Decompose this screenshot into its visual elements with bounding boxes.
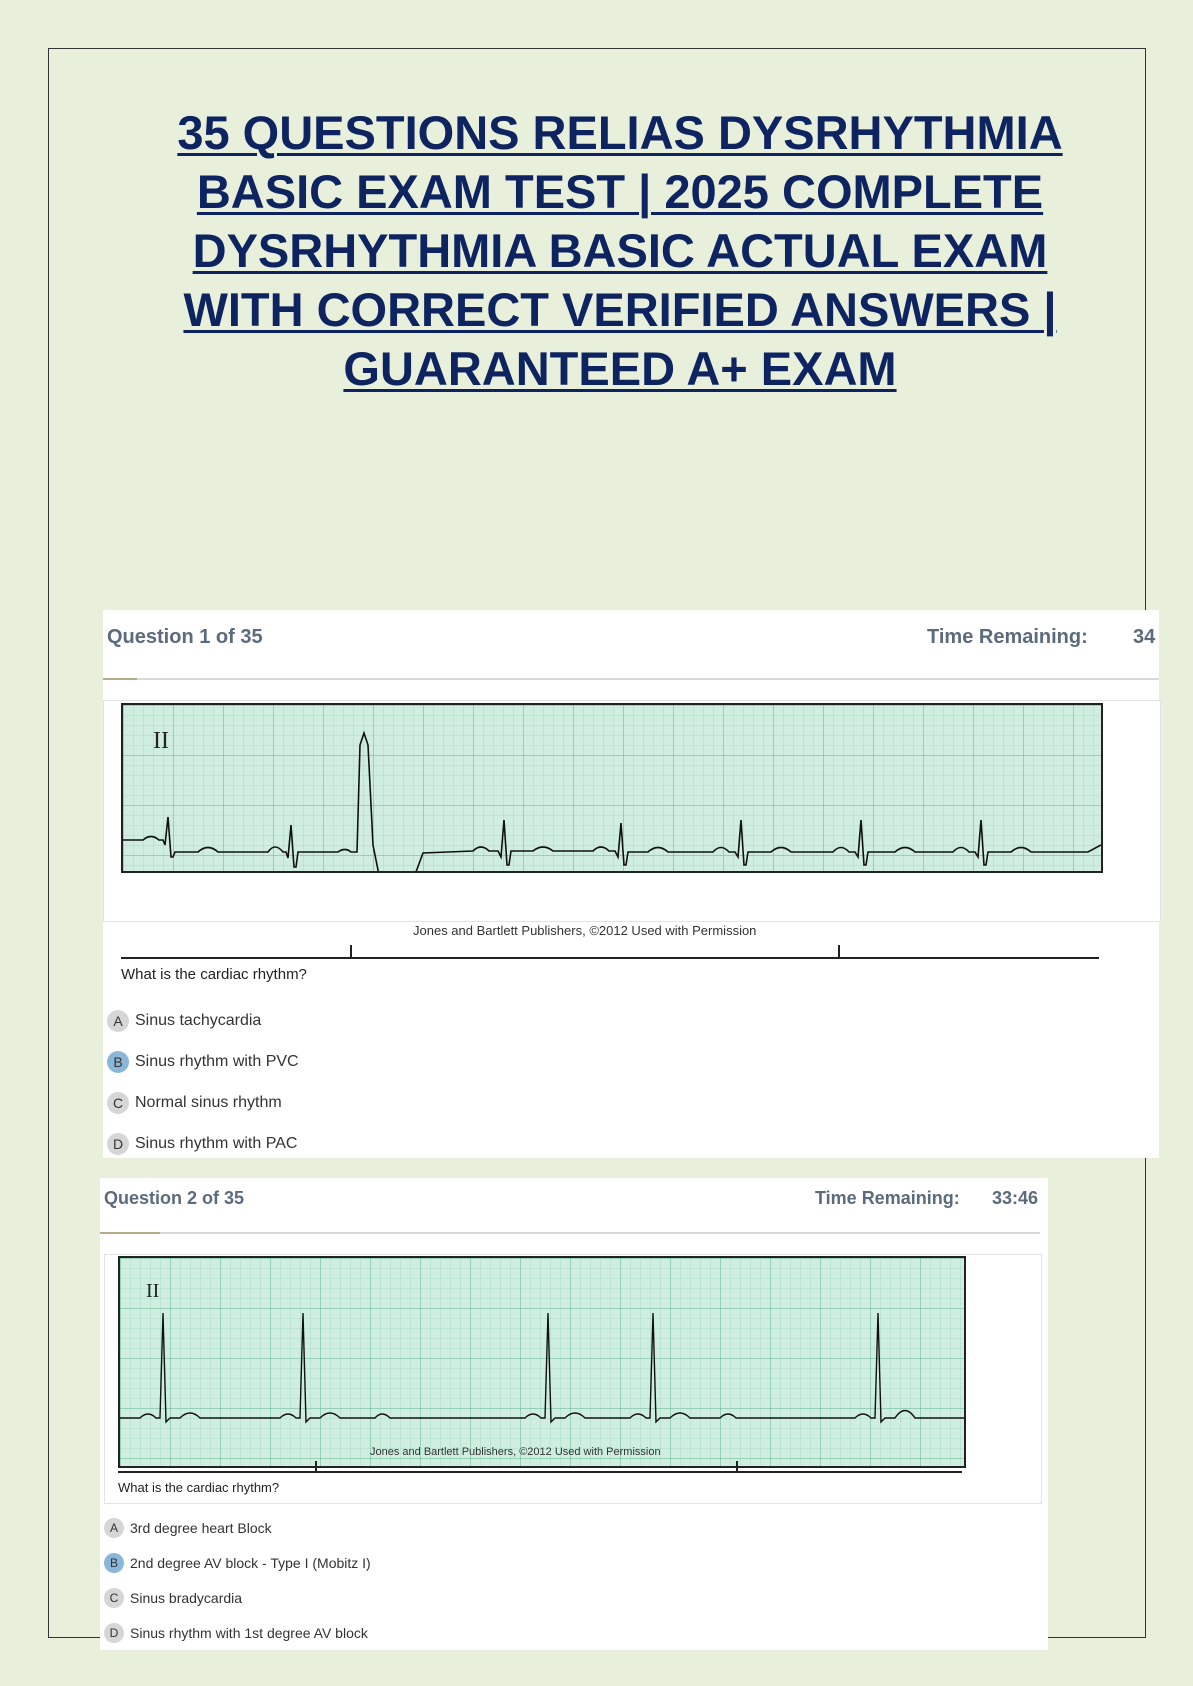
answer-option-b[interactable] [107,1051,299,1073]
time-remaining-label: Time Remaining: [927,626,1088,648]
lead-label: II [146,1280,160,1302]
question-1-screenshot [103,610,1159,1158]
option-letter-badge: D [107,1133,129,1155]
option-letter-badge: B [104,1553,124,1573]
option-text: Normal sinus rhythm [135,1094,282,1111]
answer-option-a[interactable] [107,1010,261,1032]
question-header: Question 1 of 35 [107,626,263,648]
ecg-grid-trace [120,1258,964,1466]
strip-tick [350,945,352,957]
ecg-grid-trace [123,705,1101,871]
strip-tick [736,1461,738,1471]
progress-fill [100,1232,160,1234]
ecg-strip [118,1256,966,1468]
title-line: BASIC EXAM TEST | 2025 COMPLETE [196,165,1044,218]
title-line: DYSRHYTHMIA BASIC ACTUAL EXAM [192,224,1048,277]
option-text: 2nd degree AV block - Type I (Mobitz I) [130,1555,371,1571]
image-credit: Jones and Bartlett Publishers, ©2012 Used with Permission [413,923,757,938]
answer-option-d[interactable] [104,1623,368,1643]
option-text: Sinus bradycardia [130,1590,243,1606]
strip-tick [838,945,840,957]
answer-option-a[interactable] [104,1518,272,1538]
answer-option-d[interactable] [107,1133,297,1155]
question-prompt: What is the cardiac rhythm? [121,966,307,983]
option-text: Sinus tachycardia [135,1012,262,1029]
time-remaining-value: 34 [1133,626,1156,648]
ecg-strip [121,703,1103,873]
strip-tick [315,1461,317,1471]
option-letter-badge: B [107,1051,129,1073]
option-letter-badge: C [107,1092,129,1114]
image-credit: Jones and Bartlett Publishers, ©2012 Used with Permission [370,1446,661,1458]
question-prompt: What is the cardiac rhythm? [118,1480,280,1495]
option-text: Sinus rhythm with PAC [135,1135,298,1152]
time-remaining-label: Time Remaining: [815,1188,960,1208]
strip-baseline [118,1471,962,1473]
option-text: Sinus rhythm with 1st degree AV block [130,1625,368,1641]
progress-rule [100,1232,1040,1234]
option-text: 3rd degree heart Block [130,1520,272,1536]
answer-option-b[interactable] [104,1553,371,1573]
title-line: 35 QUESTIONS RELIAS DYSRHYTHMIA [177,106,1063,159]
option-text: Sinus rhythm with PVC [135,1053,299,1070]
answer-option-c[interactable] [107,1092,282,1114]
option-letter-badge: C [104,1588,124,1608]
time-remaining-value: 33:46 [992,1188,1039,1208]
title-line: GUARANTEED A+ EXAM [343,342,897,395]
option-letter-badge: D [104,1623,124,1643]
answer-option-c[interactable] [104,1588,242,1608]
progress-rule [103,678,1159,680]
question-header: Question 2 of 35 [104,1188,245,1208]
progress-fill [103,678,137,680]
option-letter-badge: A [107,1010,129,1032]
title-line: WITH CORRECT VERIFIED ANSWERS | [183,283,1057,336]
question-2-screenshot [100,1178,1048,1650]
option-letter-badge: A [104,1518,124,1538]
lead-label: II [153,728,169,754]
document-title [100,103,1140,398]
strip-baseline [121,957,1099,959]
